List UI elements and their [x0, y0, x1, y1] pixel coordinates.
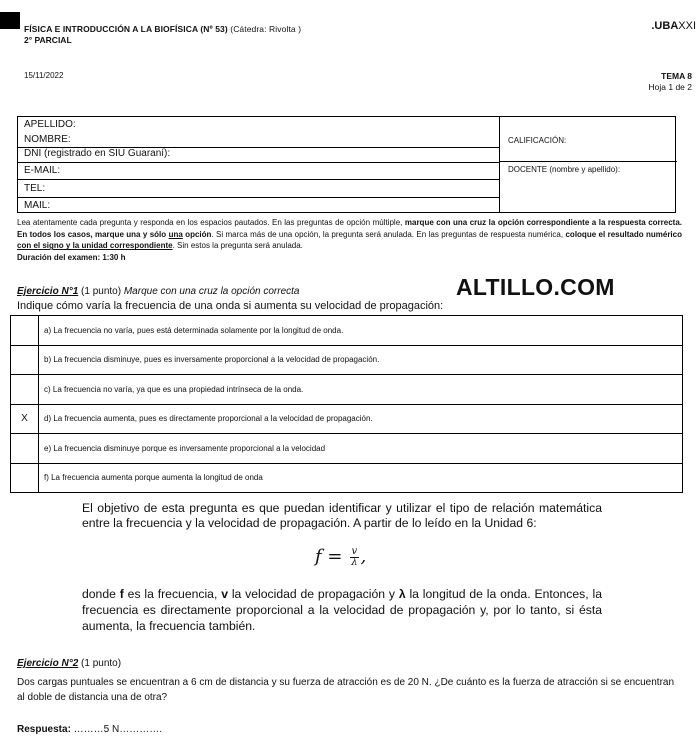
exam-subtitle: 2° PARCIAL [24, 35, 72, 45]
email-field[interactable]: E-MAIL: [24, 165, 61, 176]
uba-xxi-logo [651, 20, 696, 32]
apellido-field[interactable]: APELLIDO: [24, 119, 76, 130]
formula-comma: , [360, 546, 367, 567]
altillo-watermark: ALTILLO.COM [456, 274, 615, 300]
docente-field[interactable]: DOCENTE (nombre y apellido): [508, 165, 621, 174]
instr-bold: marque con una cruz la opción correspondiente a la respuesta correcta. En todos los casos, marque una y sólo [17, 218, 682, 239]
answer-label: Respuesta: [17, 724, 71, 735]
option-checkbox[interactable] [11, 345, 39, 375]
explanation-conclusion [82, 586, 602, 635]
tema-label: TEMA 8 [661, 71, 692, 81]
exam-date: 15/11/2022 [24, 71, 64, 80]
exam-instructions [17, 217, 682, 263]
catedra-label: (Cátedra: Rivolta ) [230, 24, 302, 34]
exercise1-question: Indique cómo varía la frecuencia de una onda si aumenta su velocidad de propagación: [17, 300, 444, 312]
student-info-box [17, 116, 676, 213]
divider [499, 161, 677, 162]
option-checkbox[interactable] [11, 375, 39, 405]
expl-bold: v [221, 587, 228, 601]
option-row [11, 375, 683, 405]
option-row [11, 316, 683, 346]
option-text: a) La frecuencia no varía, pues está determinada solamente por la longitud de onda. [39, 316, 683, 346]
logo-suffix: XXI [678, 20, 696, 32]
exercise1-points: (1 punto) [78, 286, 124, 297]
instr-bold: opción [182, 229, 212, 239]
exercise1-heading [17, 286, 300, 297]
dni-field[interactable]: DNI (registrado en SIU Guaraní): [24, 148, 171, 159]
option-text: c) La frecuencia no varía, ya que es una propiedad intrínseca de la onda. [39, 375, 683, 405]
expl-text: la longitud de la onda. Entonces, la frecuencia es directamente proporcional a la velocidad de propagación y, por lo tanto, si ésta aumenta, la frecuencia también. [82, 587, 602, 634]
instr-underline: con el signo y la unidad correspondiente [17, 241, 173, 251]
tel-field[interactable]: TEL: [24, 183, 46, 194]
exercise2-question: Dos cargas puntuales se encuentran a 6 cm de distancia y su fuerza de atracción es de 20 N. ¿De cuánto es la fuerza de atracción si se encuentran al doble de distancia una de otra? [17, 677, 675, 703]
answer-value[interactable]: ………5 N…………. [70, 724, 163, 735]
option-row [11, 463, 683, 493]
option-row [11, 434, 683, 464]
option-text: f) La frecuencia aumenta porque aumenta la longitud de onda [39, 463, 683, 493]
answer-line [17, 724, 162, 735]
mail-field[interactable]: MAIL: [24, 200, 51, 211]
exercise2-title: Ejercicio N°2 [17, 658, 79, 669]
expl-bold: λ [398, 587, 406, 601]
nombre-field[interactable]: NOMBRE: [24, 134, 71, 145]
option-checkbox[interactable] [11, 463, 39, 493]
option-checkbox[interactable] [11, 434, 39, 464]
divider [18, 197, 499, 198]
expl-bold: f [119, 587, 124, 601]
page-count: Hoja 1 de 2 [648, 82, 692, 92]
formula-numerator: v [351, 545, 358, 557]
formula-denominator: λ [351, 556, 358, 568]
option-row [11, 404, 683, 434]
option-checkbox[interactable]: X [11, 404, 39, 434]
instr-text: . Sin estos la pregunta será anulada. [172, 241, 303, 251]
logo-main: .UBA [651, 20, 679, 32]
option-text: e) La frecuencia disminuye porque es inversamente proporcional a la velocidad [39, 434, 683, 464]
expl-text: es la frecuencia, [123, 587, 222, 601]
course-title [24, 24, 301, 34]
explanation-paragraph: El objetivo de esta pregunta es que puedan identificar y utilizar el tipo de relación matemática entre la frecuencia y la velocidad de propagación. A partir de lo leído en la Unidad 6: [82, 501, 602, 531]
formula-lhs: f = [315, 546, 343, 567]
expl-text: donde [82, 587, 120, 601]
option-text: d) La frecuencia aumenta, pues es directamente proporcional a la velocidad de propagación. [39, 404, 683, 434]
exercise1-instruction: Marque con una cruz la opción correcta [123, 286, 300, 297]
instr-underline: una [168, 229, 183, 239]
divider [18, 162, 499, 163]
exam-duration: Duración del examen: 1:30 h [17, 252, 126, 262]
corner-black-mark [0, 12, 20, 29]
instr-bold: coloque el resultado numérico [565, 229, 682, 239]
options-table [10, 315, 683, 493]
instr-text: . Si marca más de una opción, la pregunta será anulada. En las preguntas de respuesta numérica, [211, 229, 566, 239]
option-checkbox[interactable] [11, 316, 39, 346]
option-row [11, 345, 683, 375]
course-name: FÍSICA E INTRODUCCIÓN A LA BIOFÍSICA (Nº 53) [24, 24, 228, 34]
formula-fraction [350, 547, 358, 568]
option-text: b) La frecuencia disminuye, pues es inversamente proporcional a la velocidad de propagación. [39, 345, 683, 375]
expl-text: la velocidad de propagación y [227, 587, 399, 601]
calificacion-field[interactable]: CALIFICACIÓN: [508, 136, 567, 145]
frequency-formula [315, 546, 366, 568]
divider [18, 179, 499, 180]
exercise1-title: Ejercicio N°1 [17, 286, 79, 297]
student-fields [18, 117, 500, 212]
exercise2-points: (1 punto) [78, 658, 122, 669]
instr-text: Lea atentamente cada pregunta y responda en los espacios pautados. En las preguntas de opción múltiple, [17, 218, 405, 227]
exercise2-heading [17, 658, 121, 669]
